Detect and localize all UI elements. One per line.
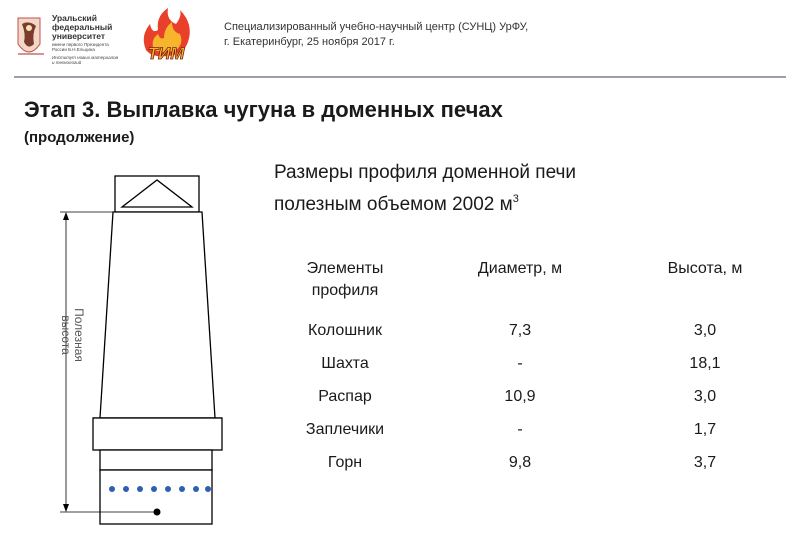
cell-element: Горн: [327, 453, 363, 471]
cell-height: 3,0: [693, 387, 717, 405]
cell-element: Колошник: [308, 321, 382, 339]
cell-height: 1,7: [693, 420, 717, 438]
urfu-seal-icon: [14, 14, 50, 64]
cell-diameter: 9,8: [508, 453, 532, 471]
tim-logo-text: ТИМ: [147, 44, 185, 63]
table-caption-line1: Размеры профиля доменной печи: [274, 162, 577, 183]
table-row: [270, 347, 790, 380]
header-height: Высота, м: [667, 260, 743, 277]
tap-hole-icon: [154, 509, 161, 516]
header-divider: [14, 76, 786, 78]
slide-subtitle: (продолжение): [24, 129, 135, 146]
table-row: [270, 446, 790, 479]
university-name: Уральский федеральный университет: [52, 13, 113, 41]
table-header-row: [270, 258, 790, 314]
table-row: [270, 413, 790, 446]
header-elements-text: Элементы профиля: [306, 260, 384, 299]
header-diameter: Диаметр, м: [477, 260, 563, 277]
university-subtitle: имени первого Президента России Б.Н.Ельцина: [52, 42, 109, 52]
table-caption-line2: [274, 186, 576, 218]
table-row: [270, 314, 790, 347]
furnace-shaft: [100, 212, 215, 418]
urfu-logo: [14, 12, 134, 74]
tim-flame-icon: [138, 6, 194, 66]
slide-title: Этап 3. Выплавка чугуна в доменных печах: [24, 97, 503, 122]
cubic-superscript: 3: [512, 193, 519, 205]
cell-element: Распар: [318, 387, 372, 405]
institute-name: Институт новых материалов и технологий: [52, 55, 118, 65]
place-date-line: г. Екатеринбург, 25 ноября 2017 г.: [224, 36, 395, 48]
table-row: [270, 380, 790, 413]
cell-diameter: 7,3: [508, 321, 532, 339]
cell-diameter: -: [517, 354, 523, 372]
furnace-hearth: [100, 470, 212, 524]
header-elements: [270, 258, 420, 314]
cell-element: Заплечики: [305, 420, 385, 438]
furnace-profile-table: [270, 258, 790, 479]
furnace-belly: [100, 450, 212, 470]
cell-diameter: -: [517, 420, 523, 438]
table-caption: [274, 160, 576, 218]
table-caption-line2-text: полезным объемом 2002 м: [274, 194, 513, 215]
useful-height-label: Полезная высота: [59, 308, 86, 362]
org-line: Специализированный учебно-научный центр (СУНЦ) УрФУ,: [224, 21, 529, 33]
header-text: [224, 20, 528, 50]
tim-logo: [138, 6, 194, 66]
furnace-bosh: [93, 418, 222, 450]
cell-height: 18,1: [689, 354, 721, 372]
cell-height: 3,7: [693, 453, 717, 471]
cell-element: Шахта: [321, 354, 369, 372]
cell-height: 3,0: [693, 321, 717, 339]
cell-diameter: 10,9: [504, 387, 536, 405]
